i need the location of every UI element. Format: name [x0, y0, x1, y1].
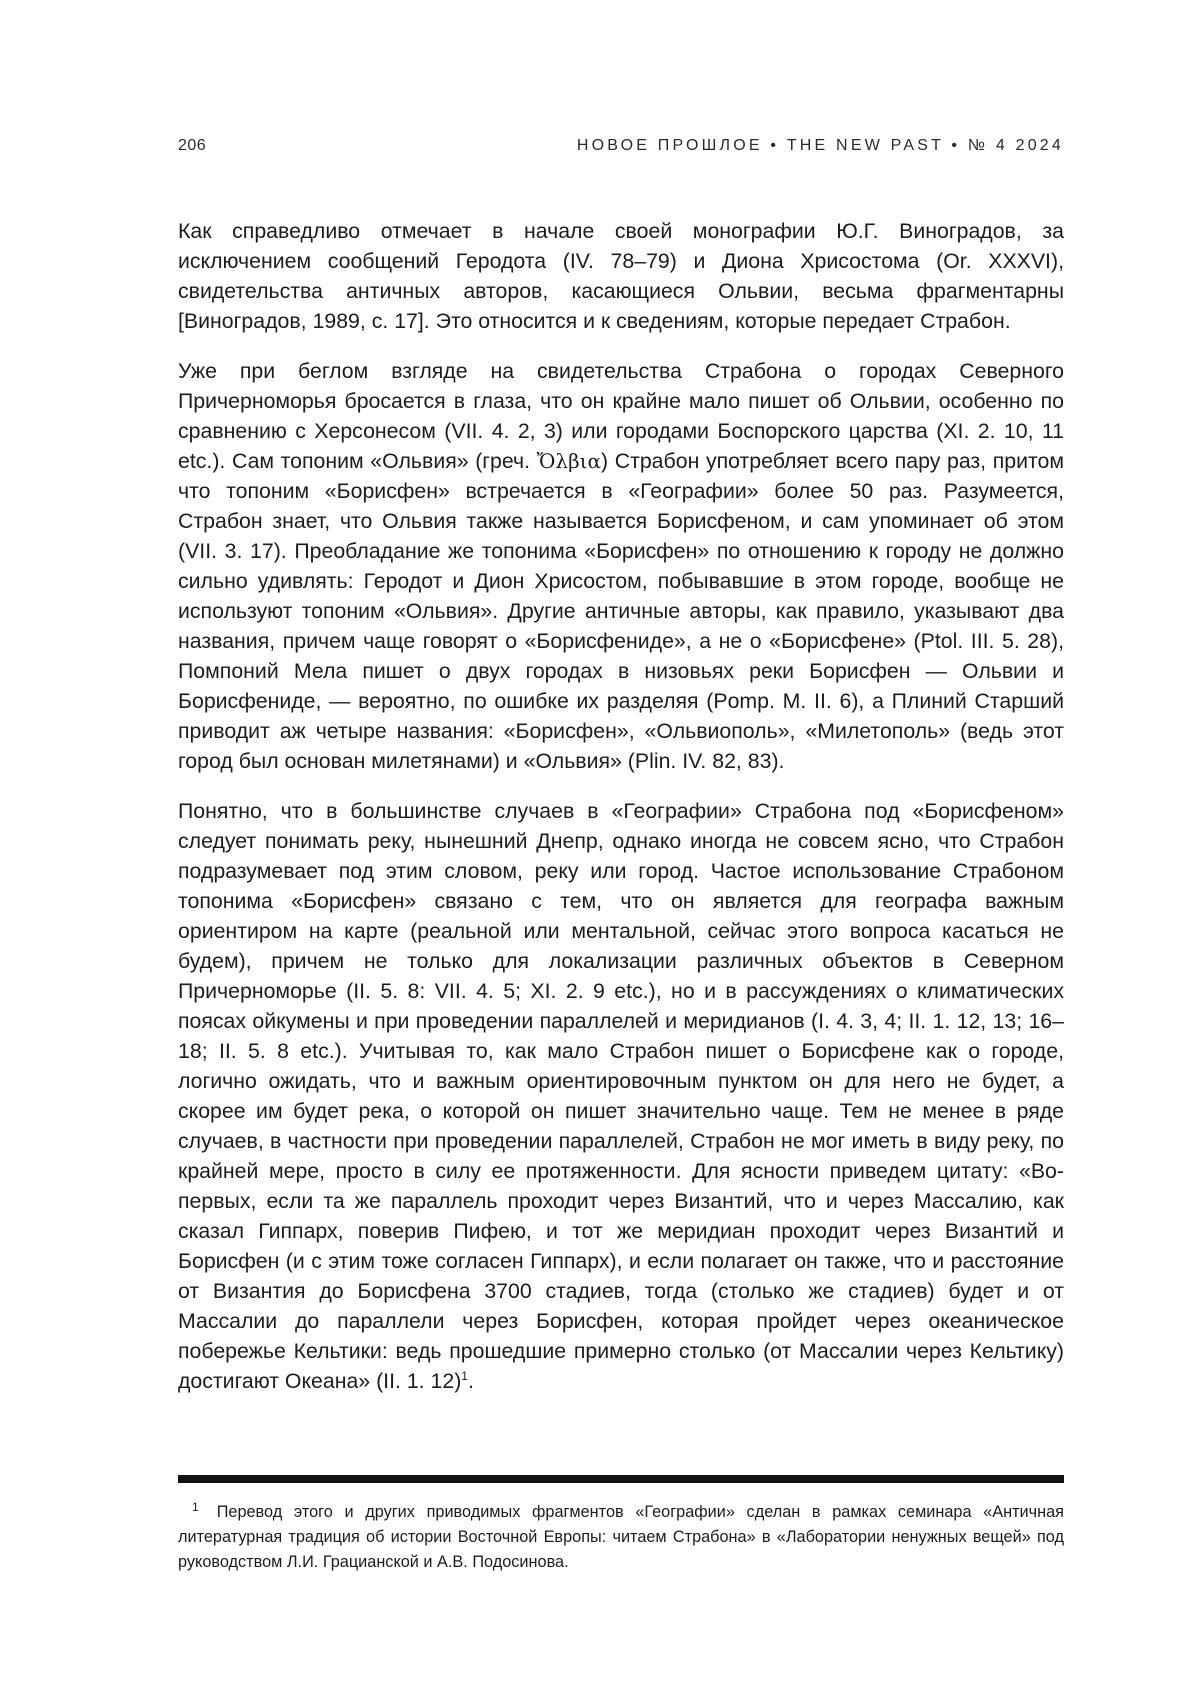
footnote-text: Перевод этого и других приводимых фрагментов «Географии» сделан в рамках семинара «Античная литературная традиция об истории Восточной Европы: читаем Страбона» в «Лаборатории ненужных вещей» под руководством Л.И. Грацианской и А.В. Подосинова. [178, 1503, 1064, 1571]
paragraph-3 [178, 796, 1064, 1396]
footnote-reference[interactable]: 1 [461, 1368, 468, 1383]
journal-title: НОВОЕ ПРОШЛОЕ • THE NEW PAST • № 4 2024 [576, 137, 1064, 154]
footnote-marker: 1 [192, 1499, 199, 1514]
footnote [178, 1500, 1064, 1575]
greek-term: Ὄλβια [536, 449, 601, 473]
article-body [178, 216, 1064, 1416]
footnote-divider [178, 1475, 1064, 1483]
paragraph-3-text: Понятно, что в большинстве случаев в «Географии» Страбона под «Борисфеном» следует понимать реку, нынешний Днепр, однако иногда не совсем ясно, что Страбон подразумевает под этим словом, реку или город. Частое использование Страбоном топонима «Борисфен» связано с тем, что он является для географа важным ориентиром на карте (реальной или ментальной, сейчас этого вопроса касаться не будем), причем не только для локализации различных объектов в Северном Причерноморье (II. 5. 8: VII. 4. 5; XI. 2. 9 etc.), но и в рассуждениях о климатических поясах ойкумены и при проведении параллелей и меридианов (I. 4. 3, 4; II. 1. 12, 13; 16–18; II. 5. 8 etc.). Учитывая то, как мало Страбон пишет о Борисфене как о городе, логично ожидать, что и важным ориентировочным пунктом он для него не будет, а скорее им будет река, о которой он пишет значительно чаще. Тем не менее в ряде случаев, в частности при проведении параллелей, Страбон не мог иметь в виду реку, по крайней мере, просто в силу ее протяженности. Для ясности приведем цитату: «Во-первых, если та же параллель проходит через Византий, что и через Массалию, как сказал Гиппарх, поверив Пифею, и тот же меридиан проходит через Византий и Борисфен (и с этим тоже согласен Гиппарх), и если полагает он также, что и расстояние от Византия до Борисфена 3700 стадиев, тогда (столько же стадиев) будет и от Массалии до параллели через Борисфен, которая пройдет через океаническое побережье Кельтики: ведь прошедшие примерно столько (от Массалии через Кельтику) достигают Океана» (II. 1. 12) [178, 799, 1064, 1393]
paragraph-1: Как справедливо отмечает в начале своей монографии Ю.Г. Виноградов, за исключением сообщений Геродота (IV. 78–79) и Диона Хрисостома (Or. XXXVI), свидетельства античных авторов, касающиеся Ольвии, весьма фрагментарны [Виноградов, 1989, с. 17]. Это относится и к сведениям, которые передает Страбон. [178, 219, 1064, 333]
paragraph-2 [178, 356, 1064, 776]
paragraph-2-text-start: Уже при беглом взгляде на свидетельства Страбона о городах Северного Причерноморья бросается в глаза, что он крайне мало пишет об Ольвии, особенно по сравнению с Херсонесом (VII. 4. 2, 3) или городами Боспорского царства (XI. 2. 10, 11 etc.). Сам топоним «Ольвия» (греч. [178, 359, 1064, 473]
paragraph-2-text-end: ) Страбон употребляет всего пару раз, притом что топоним «Борисфен» встречается в «Географии» более 50 раз. Разумеется, Страбон знает, что Ольвия также называется Борисфеном, и сам упоминает об этом (VII. 3. 17). Преобладание же топонима «Борисфен» по отношению к городу не должно сильно удивлять: Геродот и Дион Хрисостом, побывавшие в этом городе, вообще не используют топоним «Ольвия». Другие античные авторы, как правило, указывают два названия, причем чаще говорят о «Борисфениде», а не о «Борисфене» (Ptol. III. 5. 28), Помпоний Мела пишет о двух городах в низовьях реки Борисфен — Ольвии и Борисфениде, — вероятно, по ошибке их разделяя (Pomp. M. II. 6), а Плиний Старший приводит аж четыре названия: «Борисфен», «Ольвиополь», «Милетополь» (ведь этот город был основан милетянами) и «Ольвия» (Plin. IV. 82, 83). [178, 449, 1064, 773]
running-header [178, 137, 1064, 155]
paragraph-3-end: . [467, 1369, 474, 1393]
page-number: 206 [178, 137, 207, 154]
